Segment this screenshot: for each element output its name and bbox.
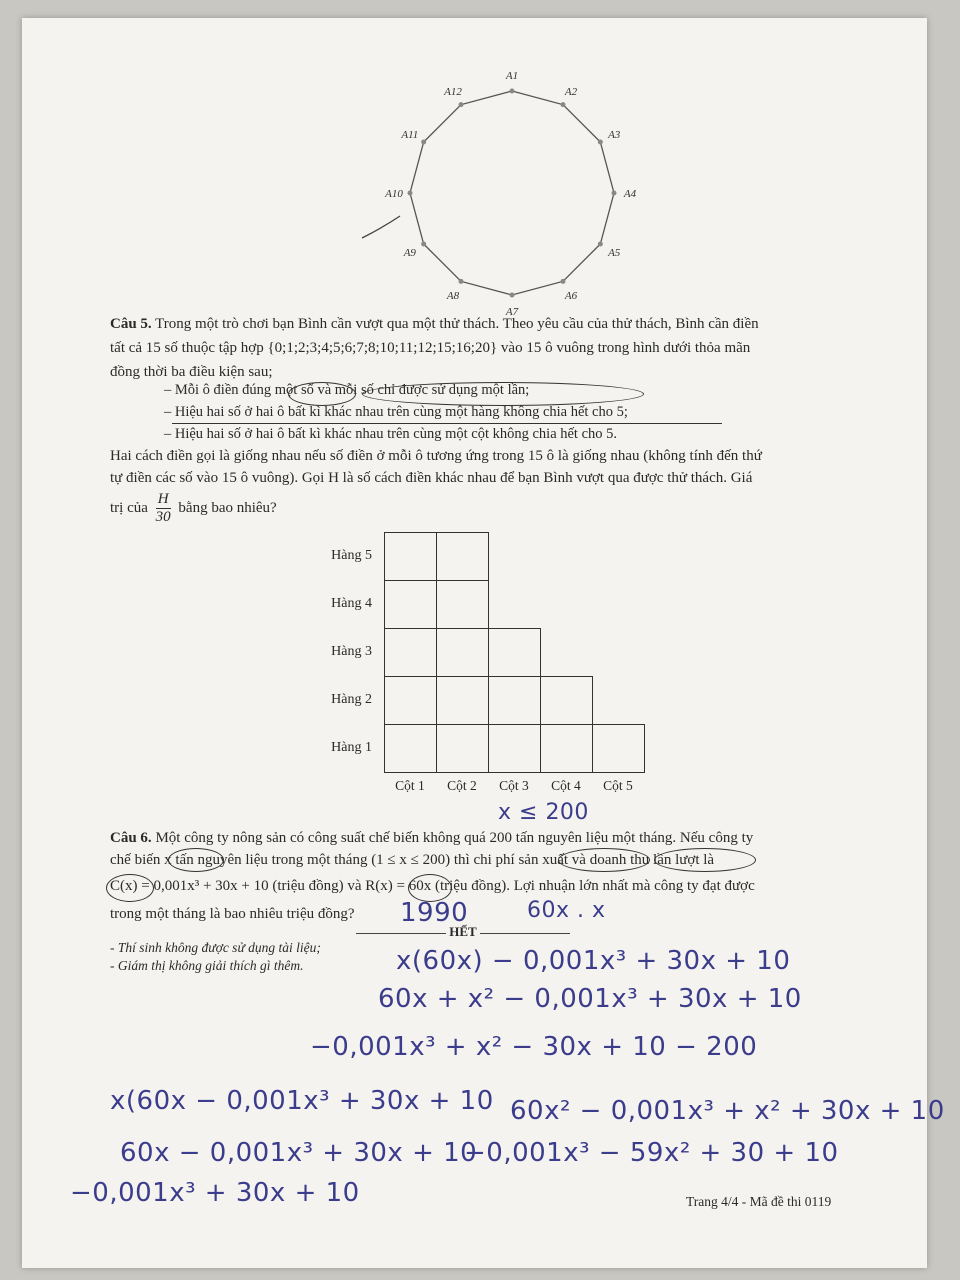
circle-rx — [408, 874, 452, 902]
q6-line1 — [110, 828, 753, 848]
q5-cond2: – Hiệu hai số ở hai ô bất kì khác nhau trên cùng một hàng không chia hết cho 5; — [164, 404, 628, 420]
vertex-label: A5 — [608, 247, 621, 259]
row-label: Hàng 2 — [331, 692, 372, 707]
vertex-label: A4 — [623, 188, 637, 200]
vertex-label: A1 — [505, 70, 519, 82]
q5-line6-pre: trị của — [110, 500, 148, 516]
pen-stroke — [362, 216, 400, 238]
het-rule-left — [356, 933, 446, 934]
circle-cx — [106, 874, 154, 902]
vertex-label: A12 — [444, 85, 462, 98]
vertex-label: A6 — [564, 290, 578, 303]
vertex-label: A9 — [403, 247, 416, 259]
exam-page — [22, 18, 945, 1268]
grid-cell — [436, 676, 489, 725]
note-1: - Thí sinh không được sử dụng tài liệu; — [110, 940, 321, 955]
vertex-label: A3 — [608, 129, 621, 141]
hand-line-1: x(60x) − 0,001x³ + 30x + 10 — [396, 946, 791, 976]
polygon-group — [384, 70, 636, 318]
grid-cell — [488, 724, 541, 773]
vertex-label: A8 — [446, 290, 460, 303]
vertex-dot — [561, 279, 566, 284]
hand-line-5: 60x² − 0,001x³ + x² + 30x + 10 — [510, 1096, 945, 1126]
grid-cell — [436, 580, 489, 629]
grid-cell — [540, 676, 593, 725]
circle-chi-phi — [558, 848, 650, 872]
page-footer: Trang 4/4 - Mã đề thi 0119 — [686, 1194, 832, 1209]
circle-mark-2 — [362, 382, 644, 406]
vertex-dot — [561, 102, 566, 107]
q6-line3: C(x) = 0,001x³ + 30x + 10 (triệu đồng) và R(x) = 60x (triệu đồng). Lợi nhuận lớn nhất mà công ty đạt được — [110, 878, 755, 894]
vertex-dot — [598, 140, 603, 145]
vertex-label: A2 — [564, 85, 578, 98]
q5-line6 — [110, 488, 277, 528]
hand-line-6: 60x − 0,001x³ + 30x + 10 — [120, 1138, 478, 1168]
grid-cell — [384, 724, 437, 773]
col-label: Cột 1 — [395, 778, 425, 793]
note-2: - Giám thị không giải thích gì thêm. — [110, 958, 304, 973]
q5-line3: đồng thời ba điều kiện sau; — [110, 364, 273, 380]
frac-num: H — [156, 491, 171, 509]
vertex-dot — [408, 191, 413, 196]
q6-text1: Một công ty nông sản có công suất chế biến không quá 200 tấn nguyên liệu một tháng. Nếu công ty — [155, 830, 754, 846]
vertex-label: A11 — [401, 129, 419, 141]
q5-line4: Hai cách điền gọi là giống nhau nếu số điền ở mỗi ô tương ứng trong 15 ô là giống nhau (không tính đến thứ — [110, 448, 762, 464]
q6-label: Câu 6. — [110, 830, 152, 846]
dodecagon-figure — [352, 70, 652, 318]
het-divider — [356, 922, 570, 942]
vertex-dot — [421, 140, 426, 145]
vertex-dot — [612, 191, 617, 196]
grid-cell — [436, 628, 489, 677]
col-label: Cột 5 — [603, 778, 633, 793]
vertex-dot — [598, 242, 603, 247]
staircase-grid — [312, 528, 692, 818]
vertex-dot — [459, 279, 464, 284]
vertex-dot — [510, 89, 515, 94]
grid-cell — [384, 676, 437, 725]
vertex-label: A10 — [385, 188, 403, 200]
circle-x-tan — [168, 848, 224, 872]
grid-cell — [384, 580, 437, 629]
row-label: Hàng 3 — [331, 644, 372, 659]
het-label: HẾT — [449, 924, 477, 939]
col-label: Cột 2 — [447, 778, 477, 793]
hand-line-2: 60x + x² − 0,001x³ + 30x + 10 — [378, 984, 802, 1014]
grid-cell — [384, 532, 437, 581]
col-label: Cột 4 — [551, 778, 581, 793]
q5-line2: tất cả 15 số thuộc tập hợp {0;1;2;3;4;5;6;7;8;10;11;12;15;16;20} vào 15 ô vuông trong hình dưới thỏa mãn — [110, 340, 751, 356]
hand-60x-x: 60x . x — [527, 898, 606, 923]
col-label: Cột 3 — [499, 778, 529, 793]
q6-line2: chế biến x tấn nguyên liệu trong một tháng (1 ≤ x ≤ 200) thì chi phí sản xuất và doanh thu lần lượt là — [110, 852, 715, 868]
grid-cell — [436, 532, 489, 581]
grid-cell — [488, 676, 541, 725]
het-rule-right — [480, 933, 570, 934]
vertex-dot — [510, 293, 515, 298]
circle-doanh-thu — [654, 848, 756, 872]
dodecagon-outline — [410, 91, 614, 295]
underline-mark-1 — [172, 423, 722, 424]
grid-cell — [436, 724, 489, 773]
hand-line-7: −0,001x³ − 59x² + 30 + 10 — [464, 1138, 839, 1168]
row-label: Hàng 1 — [331, 740, 372, 755]
hand-answer-1990: 1990 — [400, 898, 469, 928]
hand-line-4: x(60x − 0,001x³ + 30x + 10 — [110, 1086, 494, 1116]
fraction-h-over-30 — [156, 491, 171, 526]
hand-x-le-200: x ≤ 200 — [498, 800, 589, 825]
q5-cond3: – Hiệu hai số ở hai ô bất kì khác nhau trên cùng một cột không chia hết cho 5. — [164, 426, 618, 442]
grid-cell — [488, 628, 541, 677]
row-label: Hàng 4 — [331, 596, 372, 611]
hand-line-3: −0,001x³ + x² − 30x + 10 − 200 — [310, 1032, 758, 1062]
grid-cell — [592, 724, 645, 773]
frac-den: 30 — [155, 509, 171, 526]
row-label: Hàng 5 — [331, 548, 372, 563]
vertex-label: A7 — [505, 306, 519, 318]
q5-line1 — [110, 314, 759, 334]
q5-cond1: – Mỗi ô điền đúng một số và mỗi số chỉ được sử dụng một lần; — [164, 382, 530, 398]
q5-label: Câu 5. — [110, 316, 152, 332]
q5-line5: tự điền các số vào 15 ô vuông). Gọi H là số cách điền khác nhau để bạn Bình vượt qua được thử thách. Giá — [110, 470, 753, 486]
grid-cell — [540, 724, 593, 773]
vertex-dot — [421, 242, 426, 247]
q5-line6-post: bằng bao nhiêu? — [178, 500, 277, 516]
vertex-dot — [459, 102, 464, 107]
q5-text1: Trong một trò chơi bạn Bình cần vượt qua một thử thách. Theo yêu cầu của thử thách, Bình cần điền — [155, 316, 759, 332]
hand-line-8: −0,001x³ + 30x + 10 — [70, 1178, 360, 1208]
circle-mark-1 — [288, 382, 356, 406]
q6-line4: trong một tháng là bao nhiêu triệu đồng? — [110, 906, 355, 922]
grid-cell — [384, 628, 437, 677]
